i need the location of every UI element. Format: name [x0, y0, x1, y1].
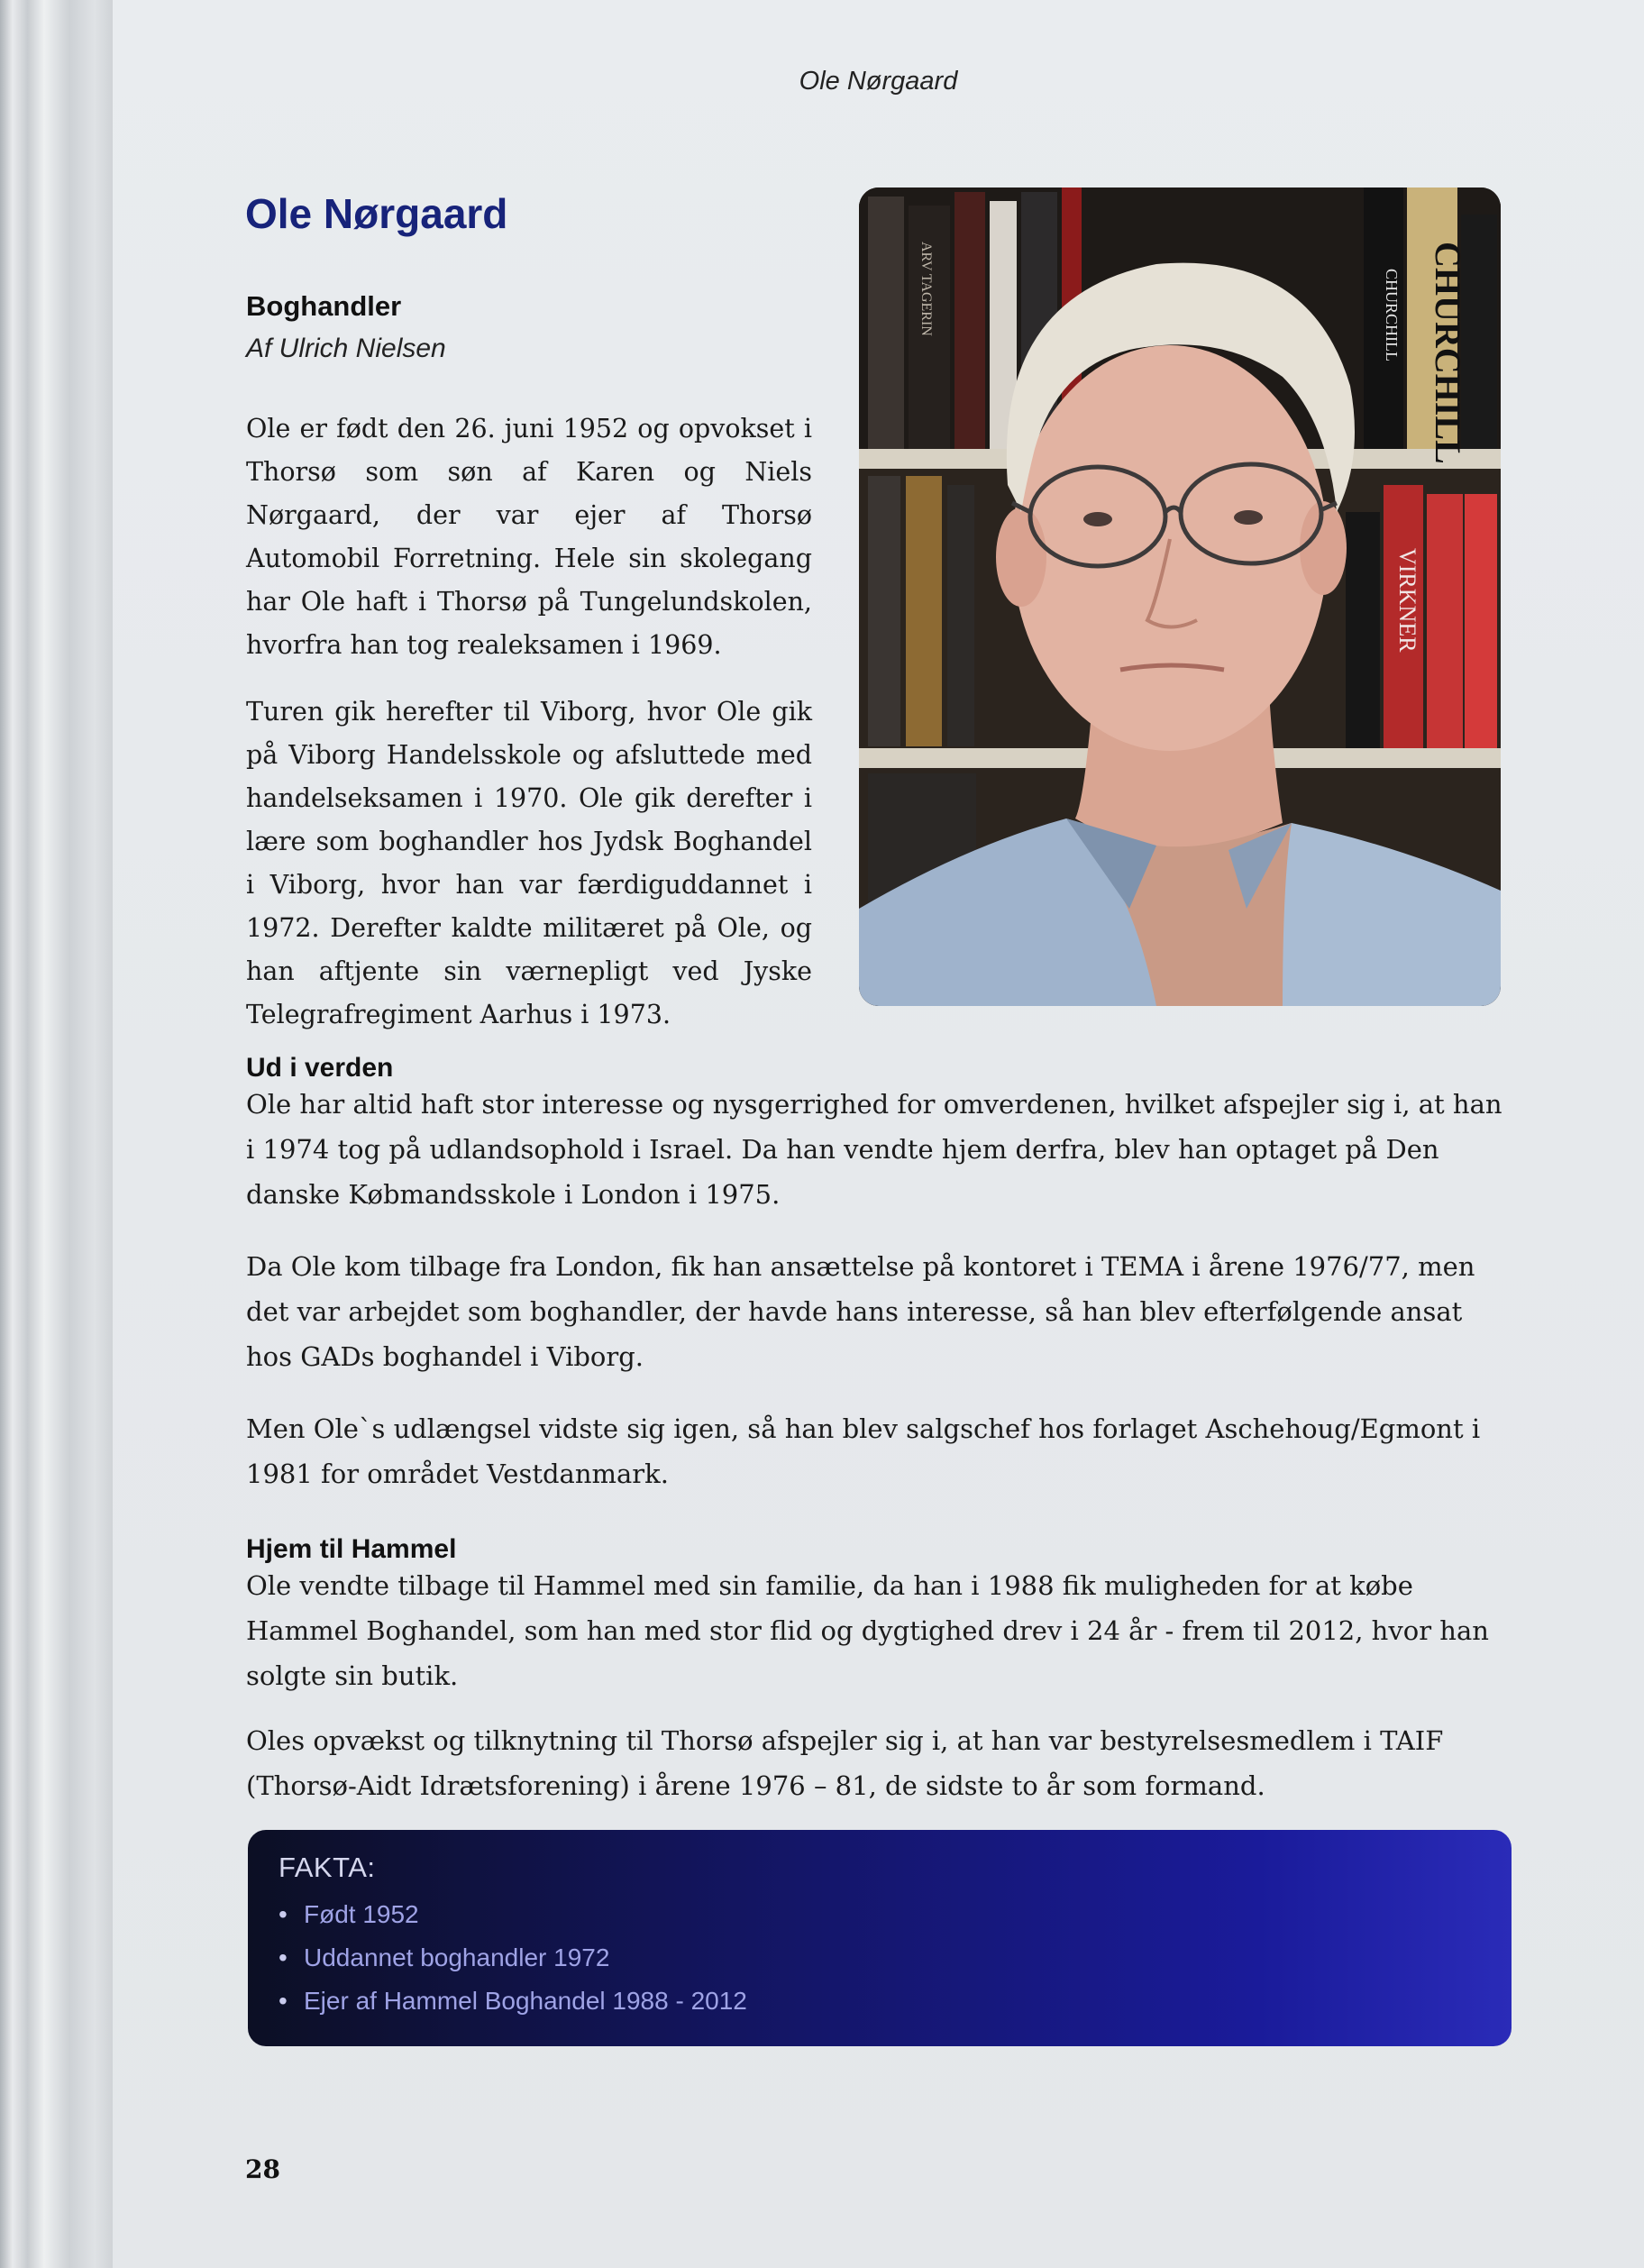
- fakta-item: • Uddannet boghandler 1972: [279, 1936, 1481, 1980]
- fakta-list: [279, 1893, 1481, 2023]
- section-heading-hjem-til-hammel: Hjem til Hammel: [246, 1534, 457, 1564]
- paragraph-abroad: Ole har altid haft stor interesse og nysgerrighed for omverdenen, hvilket afspejler sig i, at han i 1974 tog på udlandsophold i Israel. Da han vendte hjem derfra, blev han optaget på Den danske Købmandsskole i London i 1975.: [246, 1089, 1502, 1210]
- paragraph-education: Turen gik herefter til Viborg, hvor Ole gik på Viborg Handelsskole og afsluttede med handelseksamen i 1970. Ole gik derefter i lære som boghandler hos Jydsk Boghandel i Viborg, hvor han var færdiguddannet i 1972. Derefter kaldte militæret på Ole, og han aftjente sin værnepligt ved Jyske Telegrafregiment Aarhus i 1973.: [246, 697, 812, 1029]
- section-heading-ud-i-verden: Ud i verden: [246, 1053, 394, 1083]
- article-title: Ole Nørgaard: [245, 190, 508, 237]
- book-spine-text: VIRKNER: [1394, 548, 1420, 653]
- paragraph-intro: Ole er født den 26. juni 1952 og opvokset i Thorsø som søn af Karen og Niels Nørgaard, der var ejer af Thorsø Automobil Forretning. Hele sin skolegang har Ole haft i Thorsø på Tungelundskolen, hvorfra han tog realeksamen i 1969.: [246, 414, 812, 660]
- fakta-item: • Ejer af Hammel Boghandel 1988 - 2012: [279, 1980, 1481, 2023]
- fakta-box: [248, 1830, 1512, 2046]
- book-spine: [0, 0, 126, 2268]
- running-head: Ole Nørgaard: [799, 67, 958, 96]
- fakta-title: FAKTA:: [279, 1852, 376, 1883]
- portrait-photo: [859, 187, 1501, 1006]
- byline: Af Ulrich Nielsen: [246, 334, 446, 363]
- fakta-item: • Født 1952: [279, 1893, 1481, 1936]
- page-number: 28: [245, 2154, 280, 2184]
- book-spine-text: CHURCHILL: [1383, 269, 1401, 361]
- book-spine-text: ARV TAGERIN: [918, 242, 934, 336]
- paragraph-tema-gad: Da Ole kom tilbage fra London, fik han ansættelse på kontoret i TEMA i årene 1976/77, men det var arbejdet som boghandler, der havde hans interesse, så han blev efterfølgende ansat hos GADs boghandel i Viborg.: [246, 1251, 1475, 1372]
- paragraph-egmont: Men Ole`s udlængsel vidste sig igen, så han blev salgschef hos forlaget Aschehoug/Egmont i 1981 for området Vestdanmark.: [246, 1413, 1481, 1489]
- paragraph-hammel-boghandel: Ole vendte tilbage til Hammel med sin familie, da han i 1988 fik muligheden for at købe Hammel Boghandel, som han med stor flid og dygtighed drev i 24 år - frem til 2012, hvor han solgte sin butik.: [246, 1570, 1489, 1691]
- paragraph-taif: Oles opvækst og tilknytning til Thorsø afspejler sig i, at han var bestyrelsesmedlem i TAIF (Thorsø-Aidt Idrætsforening) i årene 1976 – 81, de sidste to år som formand.: [246, 1725, 1444, 1801]
- book-spine-text: CHURCHILL: [1428, 242, 1468, 464]
- profession-subtitle: Boghandler: [246, 290, 402, 322]
- book-page: [113, 0, 1644, 2268]
